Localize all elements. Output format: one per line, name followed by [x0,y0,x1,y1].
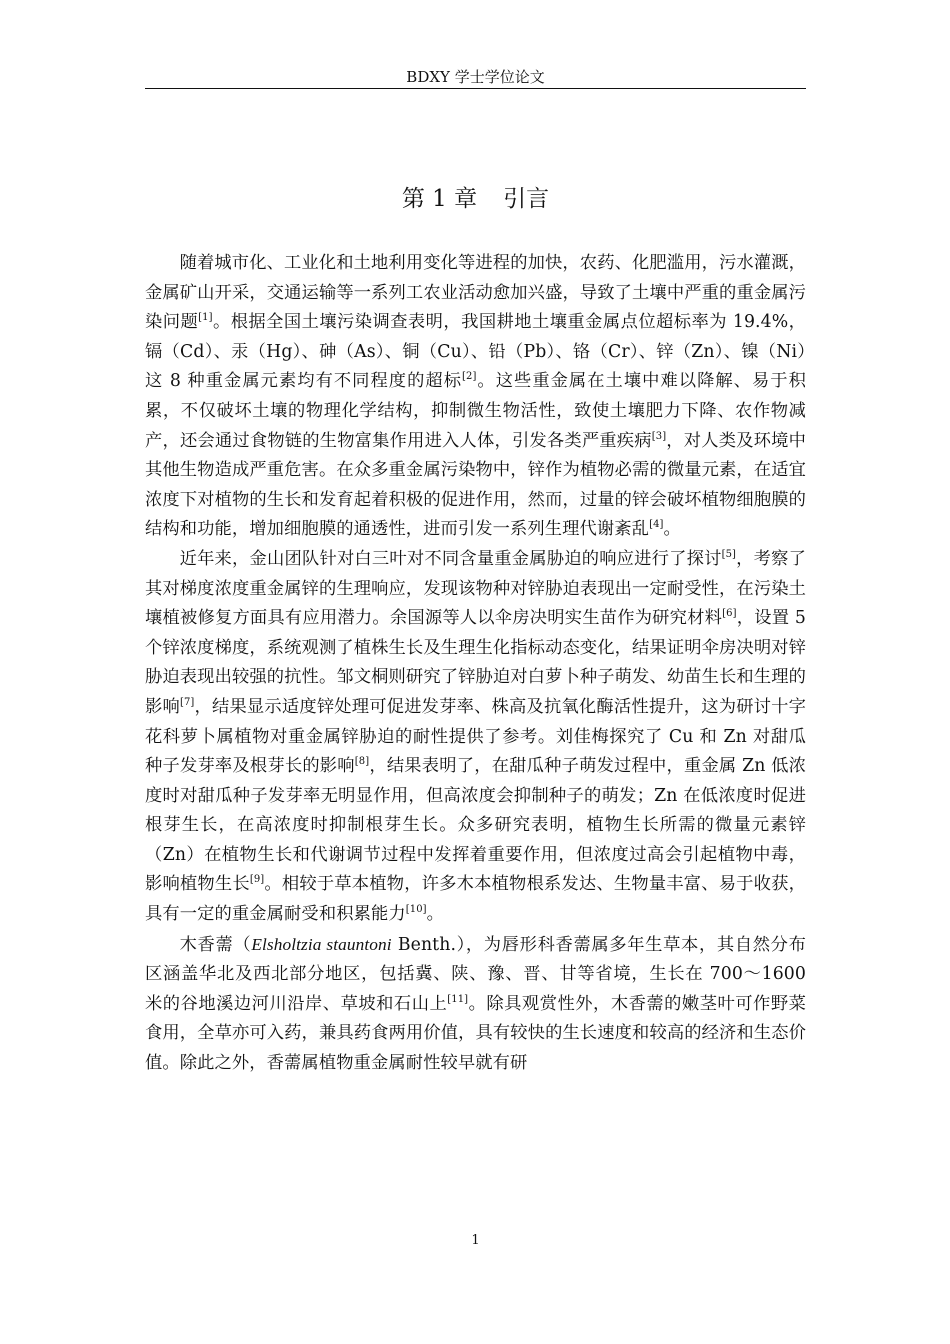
text-run: 。除具观赏性外，木香薷的嫩茎叶可作野菜食用，全草亦可入药，兼具药食两用价值，具有较快的生长速度和较高的经济和生态价值。除此之外，香薷属植物重金属耐性较早就有研 [145,993,806,1074]
species-name: Elsholtzia stauntoni [251,934,392,954]
text-run: 。根据全国土壤污染调查表明，我国耕地土壤重金属点位超标率为 19.4%，镉（Cd）、汞（Hg）、砷（As）、铜（Cu）、铅（Pb）、铬（Cr）、锌（Zn）、镍（Ni）这 8 种重金属元素均有不同程度的超标 [145,312,806,392]
body-text [145,249,806,1079]
text-run: ，结果显示适度锌处理可促进发芽率、株高及抗氧化酶活性提升，这为研讨十字花科萝卜属植物对重金属锌胁迫的耐性提供了参考。刘佳梅探究了 Cu 和 Zn 对甜瓜种子发芽率及根芽长的影响 [145,696,806,777]
paragraph [145,545,806,930]
text-run: Benth.），为唇形科香薷属多年生草本，其自然分布区涵盖华北及西北部分地区，包括冀、陕、豫、晋、甘等省境，生长在 700～1600 米的谷地溪边河川沿岸、草坡和石山上 [145,934,806,1014]
text-run: ，设置 5 个锌浓度梯度，系统观测了植株生长及生理生化指标动态变化，结果证明伞房决明对锌胁迫表现出较强的抗性。邹文桐则研究了锌胁迫对白萝卜种子萌发、幼苗生长和生理的影响 [145,608,806,717]
paragraph [145,930,806,1079]
paragraph [145,249,806,545]
text-run: 木香薷（ [179,934,252,955]
citation-ref: [2] [462,371,477,383]
text-run: ，对人类及环境中其他生物造成严重危害。在众多重金属污染物中，锌作为植物必需的微量元素，在适宜浓度下对植物的生长和发育起着积极的促进作用，然而，过量的锌会破坏植物细胞膜的结构和功能，增加细胞膜的通透性，进而引发一系列生理代谢紊乱 [145,430,806,540]
text-run: 随着城市化、工业化和土地利用变化等进程的加快，农药、化肥滥用，污水灌溉，金属矿山开采，交通运输等一系列工农业活动愈加兴盛，导致了土壤中严重的重金属污染问题 [145,253,806,333]
text-run: ，结果表明了，在甜瓜种子萌发过程中，重金属 Zn 低浓度时对甜瓜种子发芽率无明显作用，但高浓度会抑制种子的萌发；Zn 在低浓度时促进根芽生长，在高浓度时抑制根芽生长。众多研究表明，植物生长所需的微量元素锌（Zn）在植物生长和代谢调节过程中发挥着重要作用，但浓度过高会引起植物中毒，影响植物生长 [145,756,806,895]
text-run: ，考察了其对梯度浓度重金属锌的生理响应，发现该物种对锌胁迫表现出一定耐受性，在污染土壤植被修复方面具有应用潜力。余国源等人以伞房决明实生苗作为研究材料 [145,548,806,629]
citation-ref: [3] [651,430,667,442]
chapter-heading [145,180,806,213]
text-run: 近年来，金山团队针对白三叶对不同含量重金属胁迫的响应进行了探讨 [179,548,722,569]
text-run: 。这些重金属在土壤中难以降解、易于积累，不仅破坏土壤的物理化学结构，抑制微生物活性，致使土壤肥力下降、农作物减产，还会通过食物链的生物富集作用进入人体，引发各类严重疾病 [145,371,806,451]
running-header: BDXY 学士学位论文 [406,68,545,86]
citation-ref: [5] [721,549,737,561]
citation-ref: [10] [405,904,427,916]
header-rule [145,88,806,89]
chapter-number: 第 1 章 [401,186,478,212]
citation-ref: [1] [198,312,213,324]
citation-ref: [6] [722,608,737,620]
citation-ref: [4] [649,519,664,531]
text-run: 。 [663,519,681,540]
page-number: 1 [471,1233,480,1248]
text-run: 。 [426,904,445,925]
citation-ref: [11] [447,994,469,1006]
citation-ref: [9] [249,874,265,886]
text-run: 。相较于草本植物，许多木本植物根系发达、生物量丰富、易于收获，具有一定的重金属耐受和积累能力 [145,874,806,925]
citation-ref: [7] [179,697,195,709]
chapter-title: 引言 [503,186,550,212]
citation-ref: [8] [354,756,370,768]
